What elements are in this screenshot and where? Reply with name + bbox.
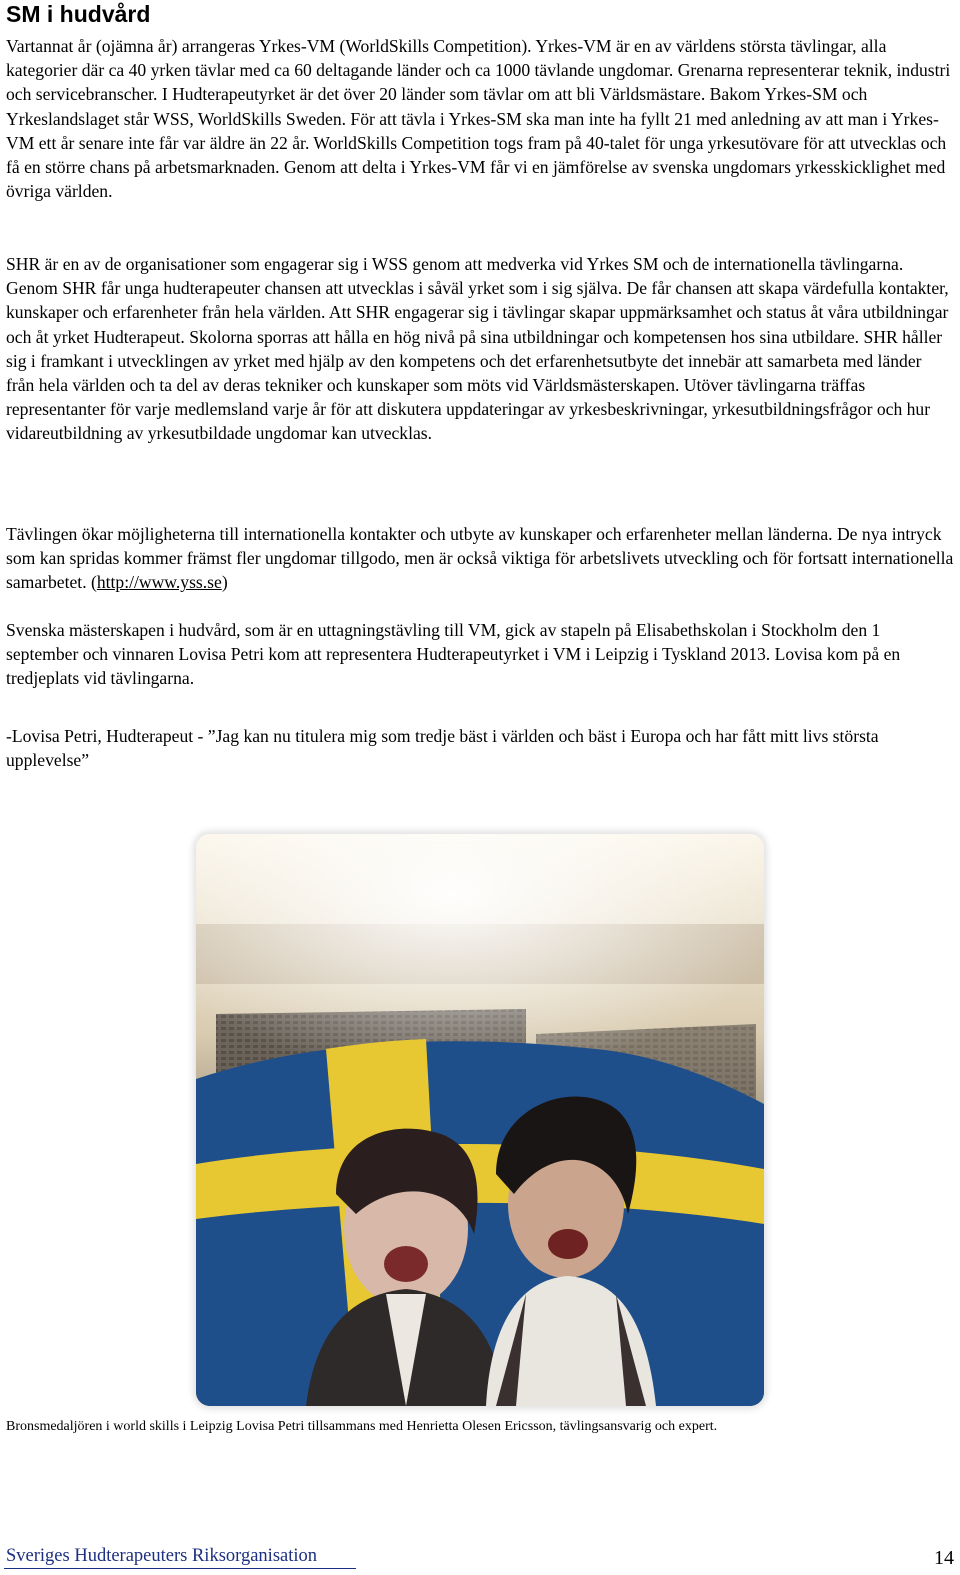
competition-photo (196, 834, 764, 1406)
championship-paragraph: Svenska mästerskapen i hudvård, som är en uttagningstävling till VM, gick av stapeln på Elisabethskolan i Stockholm den 1 september och vinnaren Lovisa Petri kom att representera Hudterapeutyrket i VM i Leipzig i Tyskland 2013. Lovisa kom på en tredjeplats vid tävlingarna. (6, 620, 901, 689)
page-heading: SM i hudvård (6, 1, 151, 27)
quote-paragraph: -Lovisa Petri, Hudterapeut - ”Jag kan nu titulera mig som tredje bäst i världen och bäst i Europa och har fått mitt livs största upplevelse” (6, 726, 879, 771)
intro-paragraph: Vartannat år (ojämna år) arrangeras Yrkes-VM (WorldSkills Competition). Yrkes-VM är en av världens största tävlingar, alla kategorier där ca 40 yrken tävlar med ca 60 deltagande länder och ca 1000 tävlande ungdomar. Grenarna representerar teknik, industri och servicebranscher. I Hudterapeutyrket är det över 20 länder som tävlar om att bli Världsmästare. Bakom Yrkes-SM och Yrkeslandslaget står WSS, WorldSkills Sweden. För att tävla i Yrkes-SM ska man inte ha fyllt 21 med anledning av att man i Yrkes-VM ett år senare inte får var äldre än 22 år. WorldSkills Competition togs fram på 40-talet för unga yrkesutövare för att utvecklas och få en större chans på arbetsmarknaden. Genom att delta i Yrkes-VM får vi en jämförelse av svenska ungdomars yrkesskicklighet med övriga världen. (6, 36, 951, 202)
contacts-paragraph (6, 522, 954, 595)
shr-paragraph: SHR är en av de organisationer som engagerar sig i WSS genom att medverka vid Yrkes SM och de internationella tävlingarna. Genom SHR får unga hudterapeuter chansen att utvecklas i såväl yrket som i sig själva. De får chansen att skapa värdefulla kontakter, kunskaper och erfarenheter från hela världen. Att SHR engagerar sig i tävlingar skapar uppmärksamhet och status åt våra utbildningar och åt yrket Hudterapeut. Skolorna sporras att hålla en hög nivå på sina utbildningar och kompetensen hos sina utbildare. SHR håller sig i framkant i utvecklingen av yrket med hjälp av den kompetens och det erfarenhetsutbyte det innebär att samarbeta med länder från hela världen och ta del av deras tekniker och kunskaper som möts vid Världsmästerskapen. Utöver tävlingarna träffas representanter för varje medlemsland varje år för att diskutera uppdateringar av yrkesbeskrivningar, yrkesutbildningsfrågor och hur vidareutbildning av yrkesutbildade ungdomar kan utvecklas. (6, 254, 949, 444)
contacts-paragraph-close: ) (221, 572, 228, 593)
photo-caption: Bronsmedaljören i world skills i Leipzig Lovisa Petri tillsammans med Henrietta Olesen Ericsson, tävlingsansvarig och expert. (6, 1419, 718, 1434)
contacts-paragraph-text: Tävlingen ökar möjligheterna till internationella kontakter och utbyte av kunskaper och erfarenheter mellan länderna. De nya intryck som kan spridas kommer främst fler ungdomar tillgodo, men är också viktiga för arbetslivets utveckling och för fortsatt internationella samarbetet. ( (6, 524, 954, 593)
yss-link[interactable]: http://www.yss.se (96, 572, 222, 593)
page-number: 14 (934, 1547, 954, 1569)
footer-divider (4, 1568, 356, 1569)
footer-organization: Sveriges Hudterapeuters Riksorganisation (6, 1546, 318, 1566)
